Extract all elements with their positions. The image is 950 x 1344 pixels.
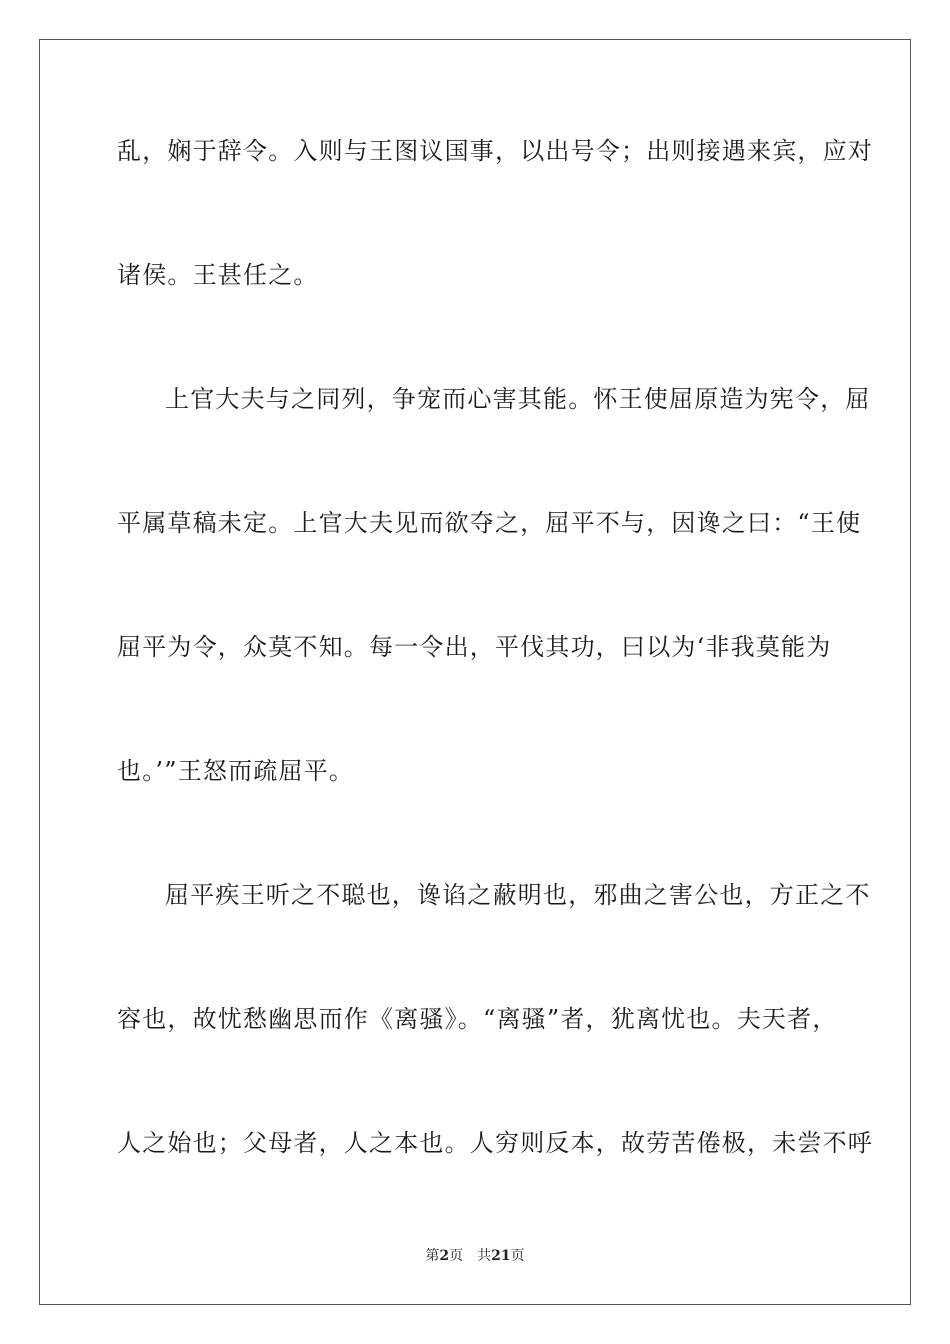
text-line-6: 也。’”王怒而疏屈平。 (117, 757, 355, 785)
total-suffix: 页 (510, 1248, 525, 1264)
page-frame (39, 39, 911, 1305)
text-line-7: 屈平疾王听之不聪也，谗谄之蔽明也，邪曲之害公也，方正之不 (165, 881, 871, 909)
text-line-1: 乱，娴于辞令。入则与王图议国事，以出号令；出则接遇来宾，应对 (117, 137, 873, 165)
page-footer (0, 1246, 950, 1266)
page-number: 2 (439, 1248, 450, 1264)
text-line-9: 人之始也；父母者，人之本也。人穷则反本，故劳苦倦极，未尝不呼 (117, 1129, 873, 1157)
text-line-3: 上官大夫与之同列，争宠而心害其能。怀王使屈原造为宪令，屈 (165, 385, 871, 413)
page-prefix: 第 (425, 1248, 440, 1264)
total-pages: 21 (491, 1248, 511, 1264)
text-line-4: 平属草稿未定。上官大夫见而欲夺之，屈平不与，因谗之曰：“王使 (117, 509, 862, 537)
text-line-8: 容也，故忧愁幽思而作《离骚》。“离骚”者，犹离忧也。夫天者， (117, 1005, 838, 1033)
total-prefix: 共 (477, 1248, 492, 1264)
text-line-5: 屈平为令，众莫不知。每一令出，平伐其功，曰以为‘非我莫能为 (117, 633, 832, 661)
page-suffix: 页 (449, 1248, 464, 1264)
text-line-2: 诸侯。王甚任之。 (117, 261, 319, 289)
